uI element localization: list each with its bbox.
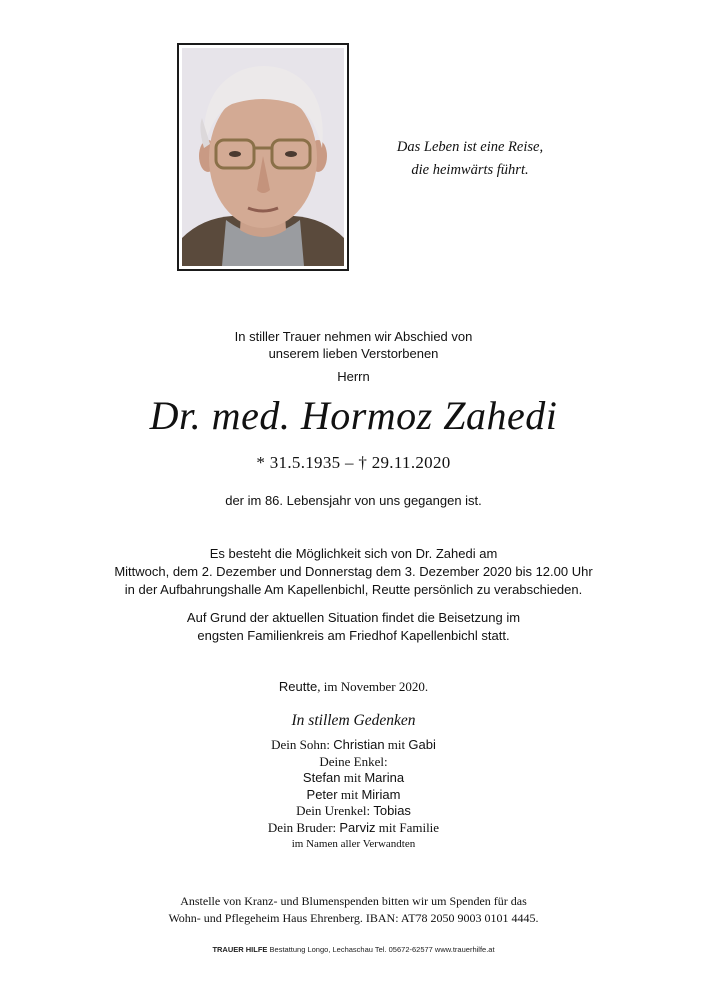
portrait-photo xyxy=(182,48,344,266)
donation-request xyxy=(0,893,707,927)
motto-line-1: Das Leben ist eine Reise, xyxy=(396,139,544,155)
grandchild-2-partner: Miriam xyxy=(361,786,401,802)
burial-line-1: Auf Grund der aktuellen Situation findet die Beisetzung im xyxy=(186,610,521,625)
family-brother-row xyxy=(0,820,707,837)
salutation: Herrn xyxy=(337,369,370,384)
motto-quote xyxy=(385,136,555,182)
date-text: , im November 2020. xyxy=(317,679,429,694)
grandchild-2-mit: mit xyxy=(337,786,362,802)
family-list xyxy=(0,737,707,836)
family-grandchild-row-1 xyxy=(0,770,707,787)
grandchild-1-mit: mit xyxy=(340,770,365,785)
grandchild-2-name: Peter xyxy=(306,786,338,802)
all-relatives-text: im Namen aller Verwandten xyxy=(291,838,416,850)
footer-contact: Bestattung Longo, Lechaschau Tel. 05672-62577 www.trauerhilfe.at xyxy=(267,945,495,954)
great-grandchild-name: Tobias xyxy=(373,803,411,818)
footer-brand: TRAUER HILFE xyxy=(212,945,268,954)
donation-line-2: Wohn- und Pflegeheim Haus Ehrenberg. IBAN: AT78 2050 9003 0101 4445. xyxy=(168,911,539,925)
intro-line-1: In stiller Trauer nehmen wir Abschied von xyxy=(234,329,473,344)
brother-name: Parviz xyxy=(339,819,376,835)
motto-line-2: die heimwärts führt. xyxy=(411,162,529,178)
intro-text xyxy=(0,328,707,362)
footer-imprint xyxy=(0,945,707,955)
son-mit: mit xyxy=(384,737,409,752)
deceased-name: Dr. med. Hormoz Zahedi xyxy=(149,393,558,438)
donation-line-1: Anstelle von Kranz- und Blumenspenden bitten wir um Spenden für das xyxy=(180,894,527,908)
grandchildren-label: Deine Enkel: xyxy=(319,753,388,769)
farewell-line-2: Mittwoch, dem 2. Dezember und Donnerstag dem 3. Dezember 2020 bis 12.00 Uhr xyxy=(114,564,593,579)
portrait-photo-frame xyxy=(177,43,349,271)
farewell-info xyxy=(0,545,707,599)
brother-rest: mit Familie xyxy=(375,819,440,835)
son-name: Christian xyxy=(333,737,385,752)
age-text: der im 86. Lebensjahr von uns gegangen ist. xyxy=(225,493,482,508)
farewell-line-1: Es besteht die Möglichkeit sich von Dr. Zahedi am xyxy=(209,546,498,561)
place-name: Reutte xyxy=(278,679,318,694)
grandchild-1-partner: Marina xyxy=(364,770,405,785)
burial-line-2: engsten Familienkreis am Friedhof Kapellenbichl statt. xyxy=(197,628,510,643)
family-son-row xyxy=(0,737,707,754)
son-partner-name: Gabi xyxy=(408,737,436,752)
great-grandchild-label: Dein Urenkel: xyxy=(296,803,374,818)
grandchild-1-name: Stefan xyxy=(302,770,341,785)
life-dates: * 31.5.1935 – † 29.11.2020 xyxy=(256,453,451,472)
family-great-grandchild-row xyxy=(0,803,707,820)
intro-line-2: unserem lieben Verstorbenen xyxy=(268,346,439,361)
son-label: Dein Sohn: xyxy=(271,737,334,752)
place-date xyxy=(0,678,707,695)
brother-label: Dein Bruder: xyxy=(267,819,340,835)
family-grandchild-row-2 xyxy=(0,787,707,804)
in-memory-heading: In stillem Gedenken xyxy=(291,712,416,729)
farewell-line-3: in der Aufbahrungshalle Am Kapellenbichl, Reutte persönlich zu verabschieden. xyxy=(124,582,583,597)
burial-info xyxy=(0,609,707,645)
